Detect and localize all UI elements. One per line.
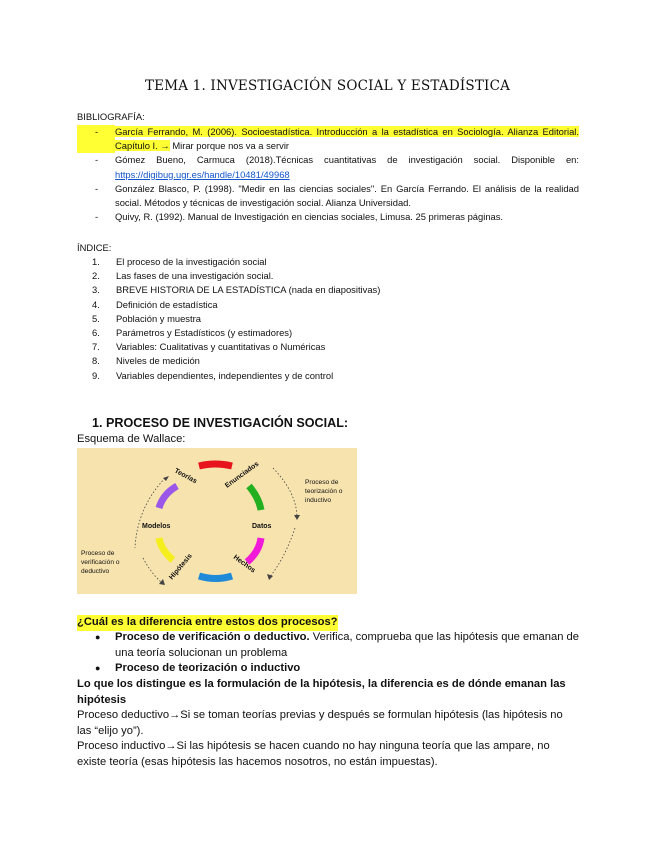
list-item: ● Proceso de teorización o inductivo bbox=[77, 661, 579, 677]
bibliography-list bbox=[77, 125, 579, 224]
diagram-caption: Esquema de Wallace: bbox=[77, 433, 186, 445]
side-note-right-line: inductivo bbox=[305, 497, 332, 504]
side-note-left-line: verificación o bbox=[81, 559, 120, 566]
index-item: 1. El proceso de la investigación social bbox=[92, 256, 267, 267]
label-datos: Datos bbox=[252, 523, 272, 530]
bullet-list bbox=[77, 630, 579, 677]
reference-link[interactable]: https://digibug.ugr.es/handle/10481/49968 bbox=[115, 168, 290, 180]
bibliography-item bbox=[77, 125, 579, 153]
label-hipotesis: Hipótesis bbox=[168, 552, 194, 582]
label-teorias: Teorías bbox=[173, 467, 198, 486]
list-dash: - bbox=[95, 154, 99, 166]
side-note-right-line: Proceso de bbox=[305, 479, 339, 486]
index-item: 6. Parámetros y Estadísticos (y estimadores) bbox=[92, 327, 293, 339]
index-item: 7. Variables: Cualitativas y cuantitativas o Numéricas bbox=[92, 341, 326, 353]
side-note-right-line: teorización o bbox=[305, 488, 343, 495]
index-item: 5. Población y muestra bbox=[92, 312, 201, 324]
wallace-diagram bbox=[77, 448, 357, 594]
label-enunciados: Enunciados bbox=[224, 460, 261, 490]
side-note-left-line: Proceso de bbox=[81, 550, 115, 557]
diagram-background bbox=[77, 448, 357, 594]
index-item: 9. Variables dependientes, independientes y de control bbox=[92, 369, 334, 381]
bullet-icon: ● bbox=[95, 663, 101, 674]
question-heading: ¿Cuál es la diferencia entre estos dos procesos? bbox=[77, 615, 338, 631]
list-dash: - bbox=[95, 211, 99, 223]
list-dash: - bbox=[95, 182, 99, 194]
index-item: 2. Las fases de una investigación social. bbox=[92, 270, 274, 282]
highlighted-reference: García Ferrando, M. (2006). Socioestadística. Introducción a la estadística en Sociología. Alianza Editorial. Capítulo I. → bbox=[115, 126, 579, 152]
label-hechos: Hechos bbox=[231, 553, 257, 575]
reference-note: Mirar porque nos va a servir bbox=[169, 140, 290, 152]
bibliography-label: BIBLIOGRAFÍA: bbox=[77, 111, 145, 122]
document-title: TEMA 1. INVESTIGACIÓN SOCIAL Y ESTADÍSTICA bbox=[144, 78, 511, 94]
reference-text: Quivy, R. (1992). Manual de Investigación en ciencias sociales, Limusa. 25 primeras páginas. bbox=[115, 211, 504, 223]
list-item: ● Proceso de verificación o deductivo. Verifica, comprueba que las hipótesis que emanan de una teoría solucionan un problema bbox=[77, 630, 579, 661]
section-heading: 1. PROCESO DE INVESTIGACIÓN SOCIAL: bbox=[92, 416, 349, 430]
reference-text: Gómez Bueno, Carmuca (2018).Técnicas cuantitativas de investigación social. Disponible en: bbox=[115, 154, 579, 166]
index-list bbox=[92, 255, 512, 383]
index-item: 4. Definición de estadística bbox=[92, 298, 218, 310]
bibliography-item bbox=[77, 210, 579, 224]
bibliography-item bbox=[77, 182, 579, 210]
list-dash: - bbox=[77, 125, 115, 153]
inductive-paragraph: Proceso inductivo→Si las hipótesis se hacen cuando no hay ninguna teoría que las ampare, no existe teoría (esas hipótesis las hacemos nosotros, no están impuestas). bbox=[77, 740, 550, 768]
index-item: 8. Niveles de medición bbox=[92, 355, 200, 367]
label-modelos: Modelos bbox=[142, 523, 171, 530]
side-note-left-line: deductivo bbox=[81, 568, 110, 575]
bullet-icon: ● bbox=[95, 632, 101, 642]
index-item: 3. BREVE HISTORIA DE LA ESTADÍSTICA (nada en diapositivas) bbox=[92, 284, 381, 296]
arc-segment-blue bbox=[199, 576, 232, 579]
bibliography-item bbox=[77, 153, 579, 181]
summary-paragraph: Lo que los distingue es la formulación de la hipótesis, la diferencia es de dónde emanan las hipótesis bbox=[77, 678, 566, 706]
deductive-paragraph: Proceso deductivo→Si se toman teorías previas y después se formulan hipótesis (las hipótesis no las “elijo yo”). bbox=[77, 709, 563, 737]
index-label: ÍNDICE: bbox=[77, 242, 112, 253]
reference-text: González Blasco, P. (1998). "Medir en las ciencias sociales". En García Ferrando. El análisis de la realidad social. Métodos y técnicas de investigación social. Alianza Universidad. bbox=[115, 182, 579, 209]
arc-segment-red bbox=[199, 464, 232, 466]
